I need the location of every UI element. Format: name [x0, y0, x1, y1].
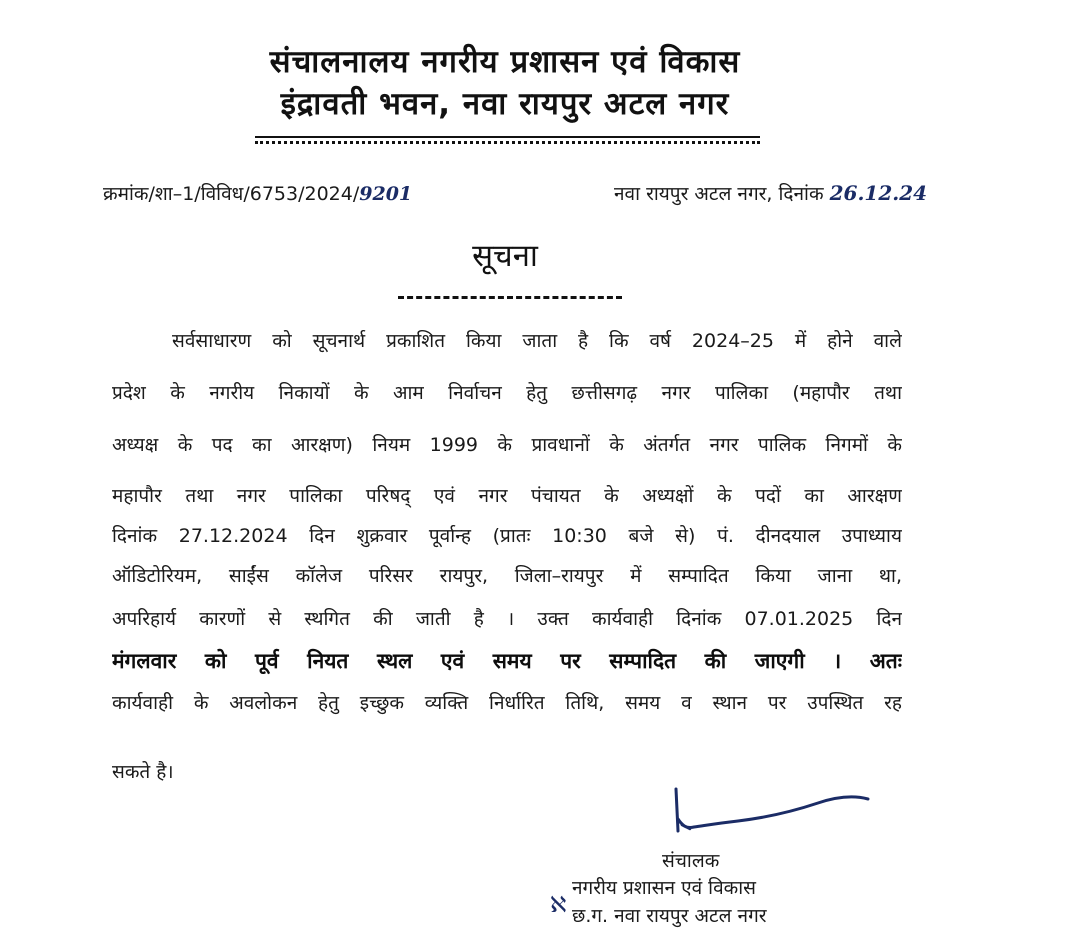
notice-line: अध्यक्ष के पद का आरक्षण) नियम 1999 के प्रावधानों के अंतर्गत नगर पालिक निगमों के: [112, 434, 902, 456]
notice-line: अपरिहार्य कारणों से स्थगित की जाती है । उक्त कार्यवाही दिनांक 07.01.2025 दिन: [112, 608, 902, 630]
date-handwritten: 26.12.24: [829, 181, 928, 205]
notice-line-emphasis: मंगलवार को पूर्व नियत स्थल एवं समय पर सम्पादित की जाएगी । अतः: [112, 649, 902, 673]
notice-line: ऑडिटोरियम, साईंस कॉलेज परिसर रायपुर, जिला–रायपुर में सम्पादित किया जाना था,: [112, 565, 902, 587]
notice-line: महापौर तथा नगर पालिका परिषद् एवं नगर पंचायत के अध्यक्षों के पदों का आरक्षण: [112, 485, 902, 507]
office-name: संचालनालय नगरीय प्रशासन एवं विकास: [269, 44, 741, 80]
notice-title: सूचना: [472, 238, 538, 274]
signatory-department: नगरीय प्रशासन एवं विकास: [572, 877, 757, 899]
reference-number-printed: क्रमांक/शा–1/विविध/6753/2024/: [103, 183, 360, 205]
notice-line: दिनांक 27.12.2024 दिन शुक्रवार पूर्वान्ह (प्रातः 10:30 बजे से) पं. दीनदयाल उपाध्याय: [112, 525, 902, 547]
notice-line: कार्यवाही के अवलोकन हेतु इच्छुक व्यक्ति निर्धारित तिथि, समय व स्थान पर उपस्थित रह: [112, 692, 902, 714]
reference-number-handwritten: 9201: [359, 183, 413, 205]
header-rule: [255, 136, 760, 138]
signatory-designation: संचालक: [662, 850, 720, 872]
office-address: इंद्रावती भवन, नवा रायपुर अटल नगर: [280, 86, 730, 122]
place-date-label: नवा रायपुर अटल नगर, दिनांक: [614, 183, 824, 205]
notice-line: प्रदेश के नगरीय निकायों के आम निर्वाचन हेतु छत्तीसगढ़ नगर पालिका (महापौर तथा: [112, 382, 902, 404]
reference-number: [103, 180, 412, 206]
signatory-location: छ.ग. नवा रायपुर अटल नगर: [572, 905, 767, 927]
initial-mark-icon: ℵ: [550, 893, 567, 918]
signature: [668, 785, 888, 845]
title-underline: [398, 296, 622, 299]
notice-line: सकते है।: [112, 761, 174, 783]
header-dotted-rule: [255, 141, 760, 144]
notice-line: सर्वसाधारण को सूचनार्थ प्रकाशित किया जाता है कि वर्ष 2024–25 में होने वाले: [172, 330, 902, 352]
place-and-date: [614, 180, 927, 206]
